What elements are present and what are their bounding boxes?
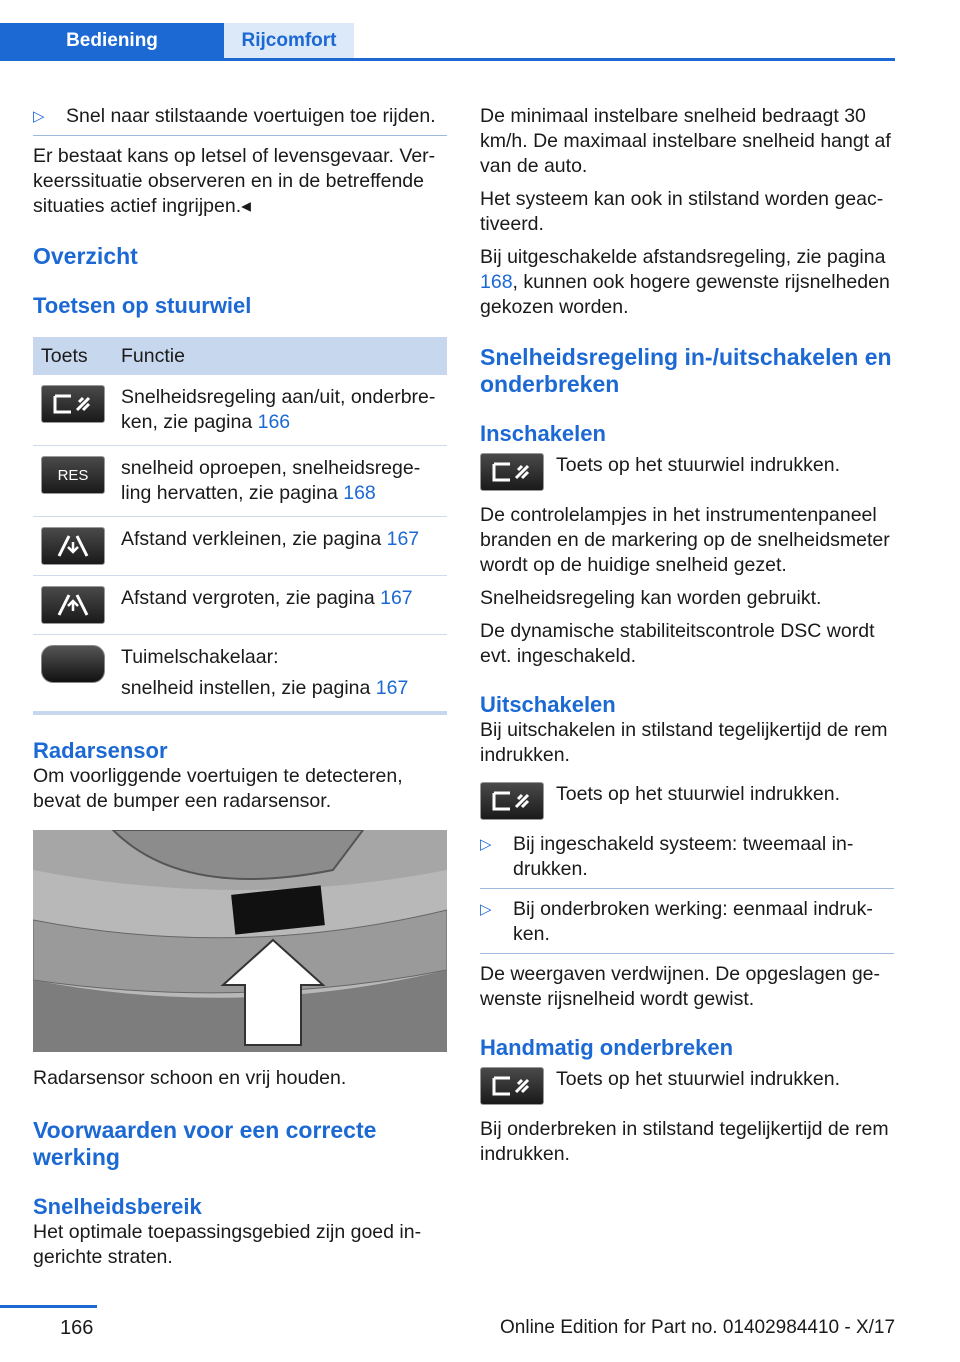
press-text: Toets op het stuurwiel indrukken. <box>556 783 840 805</box>
row-text-2: snelheid instellen, zie pagina <box>121 677 376 699</box>
radar-caption: Radarsensor schoon en vrij houden. <box>33 1067 347 1089</box>
header-toets: Toets <box>33 337 113 375</box>
press-instruction <box>480 782 894 820</box>
row-text: Afstand verkleinen, zie pagina <box>121 528 387 550</box>
heading-uitschakelen: Uitschakelen <box>480 692 616 717</box>
header-functie: Functie <box>113 337 447 375</box>
row-text: Afstand vergroten, zie pagina <box>121 587 381 609</box>
table-header <box>33 337 447 375</box>
radar-sensor-image <box>33 830 447 1052</box>
footer-rule <box>0 1305 97 1308</box>
min-speed-text: De minimaal instelbare snelheid bedraagt 30 km/h. De maximaal instelbare snelheid hangt af van de auto. <box>480 105 891 177</box>
rocker-switch-icon <box>41 645 105 683</box>
distance-off-text <box>480 245 894 320</box>
press-instruction <box>480 1067 894 1105</box>
page-number: 166 <box>60 1317 94 1339</box>
text-part: Bij uitgeschakelde afstandsregeling, zie pagina <box>480 246 886 268</box>
dsc-text: De dynamische stabiliteitscontrole DSC wordt evt. ingeschakeld. <box>480 620 875 667</box>
heading-handmatig: Handmatig onderbreken <box>480 1035 734 1060</box>
heading-radarsensor: Radarsensor <box>33 738 168 763</box>
table-row <box>33 446 447 517</box>
row-text: snelheid oproepen, snelheidsregeling hervatten, zie pagina <box>121 457 421 504</box>
press-instruction <box>480 453 894 491</box>
row-text: Snelheidsregeling aan/uit, onderbreken, zie pagina <box>121 386 436 433</box>
heading-inschakelen: Inschakelen <box>480 421 606 446</box>
keys-table <box>33 337 447 715</box>
heading-voorwaarden: Voorwaarden voor een correcte werking <box>33 1117 377 1170</box>
standstill-text: Het systeem kan ook in stilstand worden geactiveerd. <box>480 188 884 235</box>
table-row <box>33 517 447 576</box>
bereik-text: Het optimale toepassingsgebied zijn goed ingerichte straten. <box>33 1221 422 1268</box>
usable-text: Snelheidsregeling kan worden gebruikt. <box>480 587 822 609</box>
press-text: Toets op het stuurwiel indrukken. <box>556 454 840 476</box>
lamps-text: De controlelampjes in het instrumentenpaneel branden en de markering op de snelheidsmeter wordt op de huidige snelheid gezet. <box>480 504 890 576</box>
tab-rijcomfort[interactable]: Rijcomfort <box>224 23 354 58</box>
bullet-item <box>480 832 894 889</box>
page-link[interactable]: 167 <box>375 677 409 699</box>
page-link[interactable]: 167 <box>380 587 413 609</box>
radar-text: Om voorliggende voertuigen te detecteren, bevat de bumper een radarsensor. <box>33 765 403 812</box>
page-link[interactable]: 167 <box>386 528 420 550</box>
bullet-text: Bij ingeschakeld systeem: tweemaal indrukken. <box>513 833 854 880</box>
heading-snelheidsbereik: Snelheidsbereik <box>33 1194 202 1219</box>
displays-text: De weergaven verdwijnen. De opgeslagen gewenste rijsnelheid wordt gewist. <box>480 963 881 1010</box>
cruise-on-off-icon <box>41 385 105 423</box>
page-link[interactable]: 166 <box>257 411 291 433</box>
row-text: Tuimelschakelaar: <box>121 646 279 668</box>
cruise-on-off-icon <box>480 782 544 820</box>
press-text: Toets op het stuurwiel indrukken. <box>556 1068 840 1090</box>
text-part: , kunnen ook hogere gewenste rijsnelheden gekozen worden. <box>480 271 890 318</box>
tab-bediening[interactable]: Bediening <box>0 23 224 58</box>
bullet-item <box>33 104 447 136</box>
bullet-item <box>480 897 894 954</box>
bullet-text: Bij onderbroken werking: eenmaal indrukken. <box>513 898 873 945</box>
right-column <box>480 104 894 1175</box>
page-link[interactable]: 168 <box>480 271 513 293</box>
handmatig-text: Bij onderbreken in stilstand tegelijkertijd de rem indrukken. <box>480 1118 889 1165</box>
left-column <box>33 104 447 1278</box>
triangle-bullet-icon: ▷ <box>480 836 492 853</box>
header-tabs <box>0 23 895 61</box>
edition-text: Online Edition for Part no. 01402984410 - X/17 <box>500 1317 896 1338</box>
res-label: RES <box>57 466 89 484</box>
table-row <box>33 375 447 446</box>
table-row <box>33 635 447 714</box>
warning-text: Er bestaat kans op letsel of levensgevaar. Verkeerssituatie observeren en in de betreffende situaties actief ingrijpen.◂ <box>33 145 436 217</box>
cruise-on-off-icon <box>480 453 544 491</box>
res-icon <box>41 456 105 494</box>
table-row <box>33 576 447 635</box>
heading-overzicht: Overzicht <box>33 243 138 269</box>
cruise-on-off-icon <box>480 1067 544 1105</box>
triangle-bullet-icon: ▷ <box>480 901 492 918</box>
triangle-bullet-icon: ▷ <box>33 108 45 125</box>
heading-in-uit: Snelheidsregeling in-/uitschakelen en onderbreken <box>480 344 892 397</box>
distance-increase-icon <box>41 586 105 624</box>
heading-toetsen: Toetsen op stuurwiel <box>33 293 252 318</box>
bullet-text: Snel naar stilstaande voertuigen toe rijden. <box>66 105 436 127</box>
distance-decrease-icon <box>41 527 105 565</box>
page-link[interactable]: 168 <box>343 482 376 504</box>
uitschakelen-text: Bij uitschakelen in stilstand tegelijkertijd de rem indrukken. <box>480 719 888 766</box>
